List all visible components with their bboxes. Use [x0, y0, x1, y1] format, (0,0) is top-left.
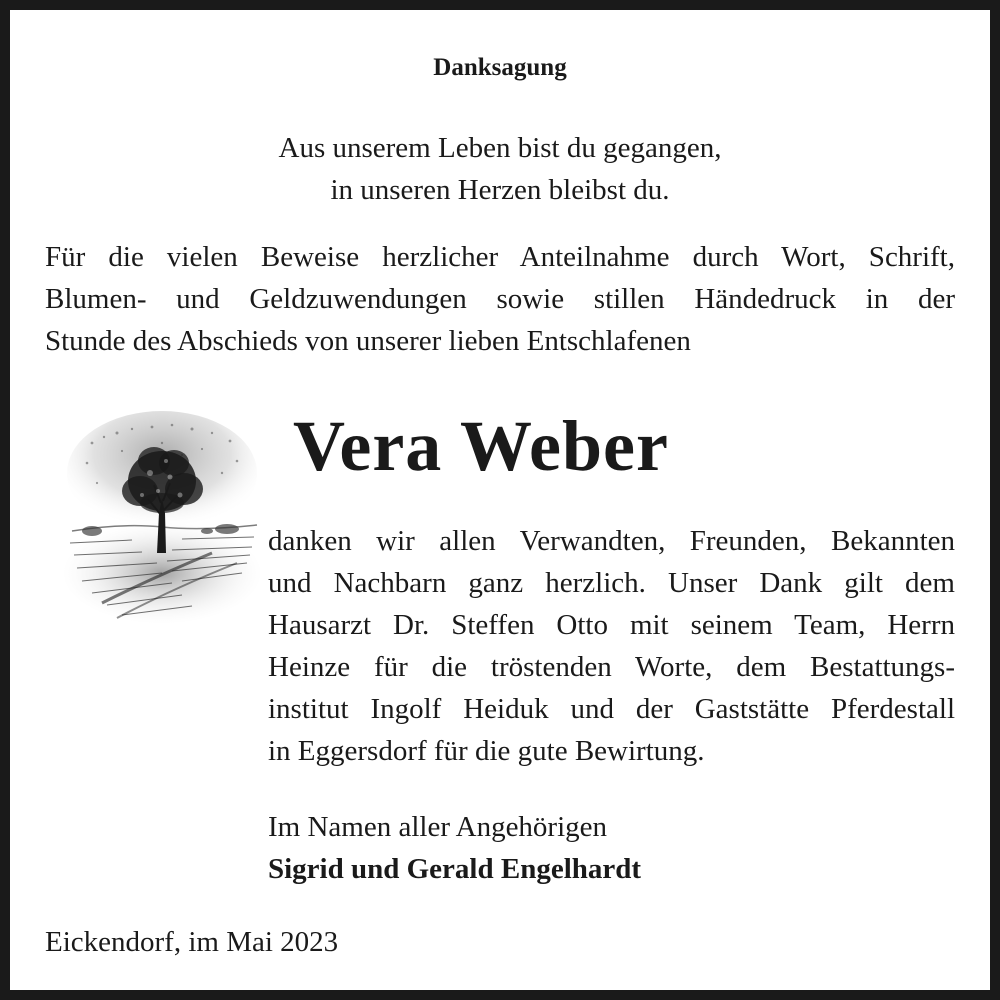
memorial-verse	[10, 127, 990, 211]
deceased-name: Vera Weber	[293, 406, 669, 486]
intro-line: Blumen- und Geldzuwendungen sowie stillen Händedruck in der	[45, 283, 955, 315]
signoff-names: Sigrid und Gerald Engelhardt	[268, 853, 642, 885]
thanks-line: und Nachbarn ganz herzlich. Unser Dank gilt dem	[268, 567, 955, 599]
thanks-line: in Eggersdorf für die gute Bewirtung.	[268, 735, 705, 767]
place-date: Eickendorf, im Mai 2023	[45, 926, 339, 958]
thanks-line: institut Ingolf Heiduk und der Gaststätte Pferdestall	[268, 693, 955, 725]
signoff-line: Im Namen aller Angehörigen	[268, 811, 608, 843]
intro-line: Stunde des Abschieds von unserer lieben Entschlafenen	[45, 325, 691, 357]
intro-paragraph	[45, 236, 955, 362]
thanks-line: Heinze für die tröstenden Worte, dem Bestattungs-	[268, 651, 955, 683]
thanks-paragraph	[268, 520, 955, 772]
verse-line: in unseren Herzen bleibst du.	[330, 174, 670, 206]
thanks-line: Hausarzt Dr. Steffen Otto mit seinem Team, Herrn	[268, 609, 955, 641]
verse-line: Aus unserem Leben bist du gegangen,	[278, 132, 722, 164]
thanks-line: danken wir allen Verwandten, Freunden, Bekannten	[268, 525, 955, 557]
signoff	[268, 806, 641, 890]
notice-heading: Danksagung	[433, 54, 567, 81]
intro-line: Für die vielen Beweise herzlicher Anteilnahme durch Wort, Schrift,	[45, 241, 955, 273]
tree-landscape-illustration	[62, 403, 262, 633]
